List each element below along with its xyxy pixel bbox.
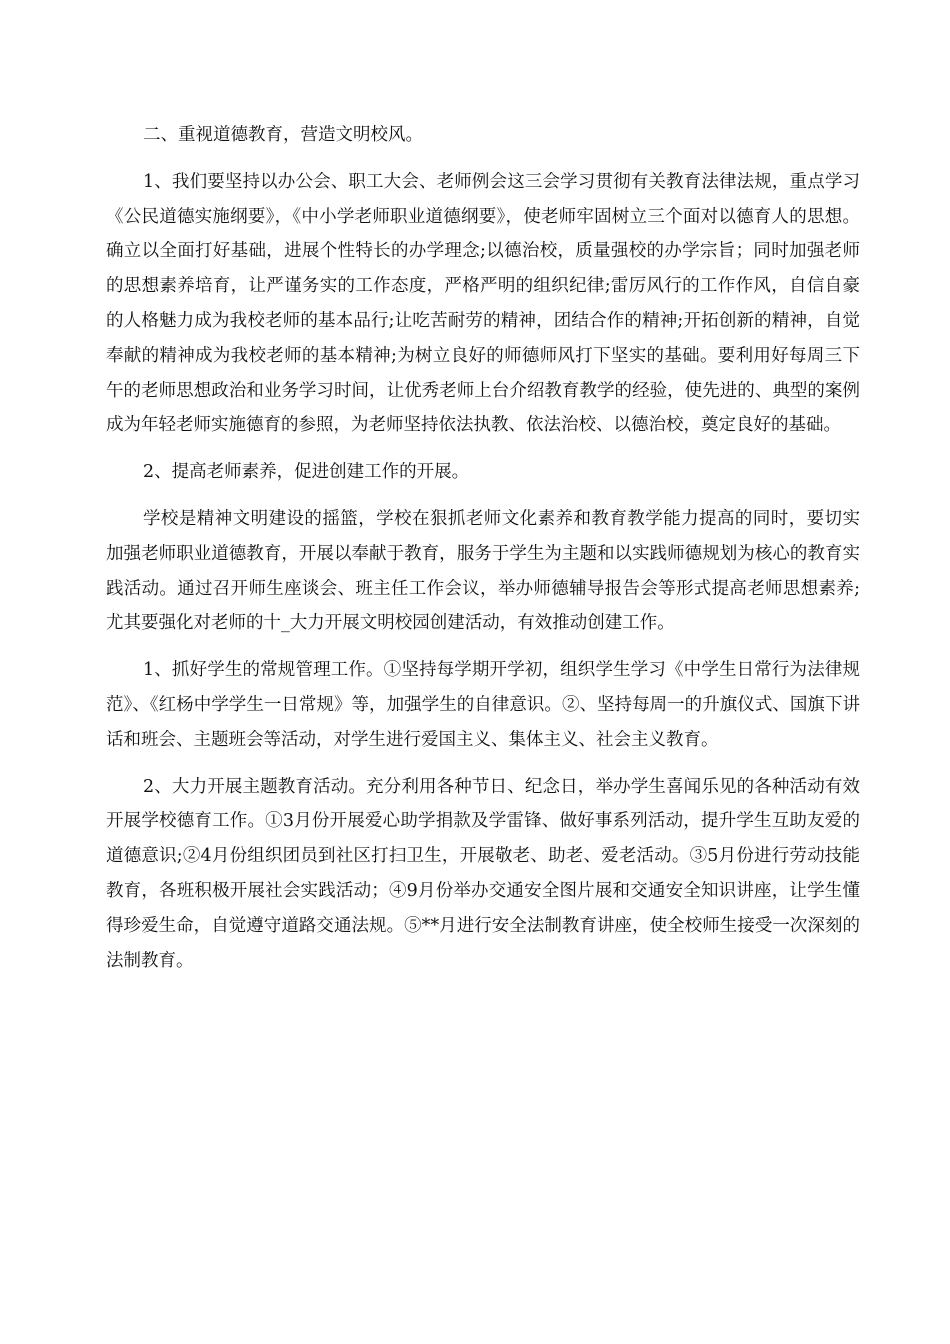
paragraph-theme-activities: 2、大力开展主题教育活动。充分利用各种节日、纪念日，举办学生喜闻乐见的各种活动有效开展学校德育工作。①3月份开展爱心助学捐款及学雷锋、做好事系列活动，提升学生互助友爱的道德意识;②4月份组织团员到社区打扫卫生，开展敬老、助老、爱老活动。③5月份进行劳动技能教育，各班积极开展社会实践活动；④9月份举办交通安全图片展和交通安全知识讲座，让学生懂得珍爱生命，自觉遵守道路交通法规。⑤**月进行安全法制教育讲座，使全校师生接受一次深刻的法制教育。 bbox=[106, 776, 860, 971]
subheading-teacher-quality: 2、提高老师素养，促进创建工作的开展。 bbox=[143, 462, 470, 483]
paragraph-teacher-study: 1、我们要坚持以办公会、职工大会、老师例会这三会学习贯彻有关教育法律法规，重点学习《公民道德实施纲要》，《中小学老师职业道德纲要》，使老师牢固树立三个面对以德育人的思想。确立以全面打好基础，进展个性特长的办学理念;以德治校，质量强校的办学宗旨；同时加强老师的思想素养培育，让严谨务实的工作态度，严格严明的组织纪律;雷厉风行的工作作风，自信自豪的人格魅力成为我校老师的基本品行;让吃苦耐劳的精神，团结合作的精神;开拓创新的精神，自觉奉献的精神成为我校老师的基本精神;为树立良好的师德师风打下坚实的基础。要利用好每周三下午的老师思想政治和业务学习时间，让优秀老师上台介绍教育教学的经验，使先进的、典型的案例成为年轻老师实施德育的参照，为老师坚持依法执教、依法治校、以德治校，奠定良好的基础。 bbox=[106, 171, 860, 436]
document-page bbox=[106, 118, 860, 990]
section-heading: 二、重视道德教育，营造文明校风。 bbox=[143, 125, 423, 145]
paragraph-school-civilization: 学校是精神文明建设的摇篮，学校在狠抓老师文化素养和教育教学能力提高的同时，要切实加强老师职业道德教育，开展以奉献于教育，服务于学生为主题和以实践师德规划为核心的教育实践活动。通过召开师生座谈会、班主任工作会议，举办师德辅导报告会等形式提高老师思想素养;尤其要强化对老师的十_大力开展文明校园创建活动，有效推动创建工作。 bbox=[106, 508, 860, 634]
paragraph-student-management: 1、抓好学生的常规管理工作。①坚持每学期开学初，组织学生学习《中学生日常行为法律规范》、《红杨中学学生一日常规》等，加强学生的自律意识。②、坚持每周一的升旗仪式、国旗下讲话和班会、主题班会等活动，对学生进行爱国主义、集体主义、社会主义教育。 bbox=[106, 660, 860, 750]
